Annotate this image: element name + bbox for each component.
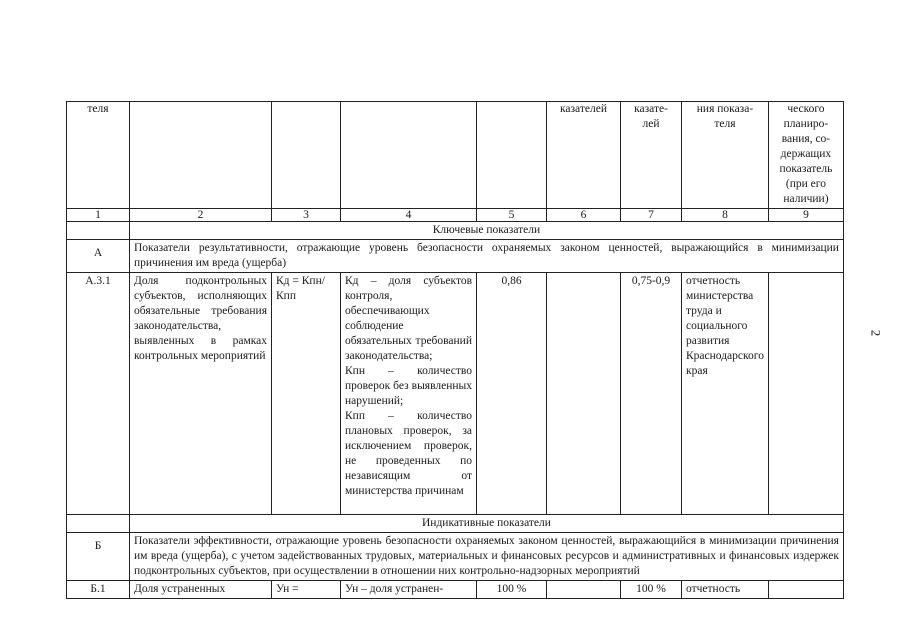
row-a31-target: 0,75-0,9 bbox=[621, 273, 682, 515]
row-b1 bbox=[67, 581, 844, 599]
row-a31-col9 bbox=[768, 273, 843, 515]
column-number: 5 bbox=[477, 209, 547, 222]
row-a31-code: А.3.1 bbox=[67, 273, 130, 515]
group-a-text: Показатели результативности, отражающие уровень безопасности охраняемых законом ценностей, выражающийся в минимизации причинения им вреда (ущерба) bbox=[130, 240, 844, 273]
header-cell-7: казате- лей bbox=[621, 102, 682, 209]
header-cell-9: ческого планиро- вания, со- держащих показатель (при его наличии) bbox=[768, 102, 843, 209]
column-number: 7 bbox=[621, 209, 682, 222]
column-number: 2 bbox=[130, 209, 272, 222]
header-cell-8: ния показа- теля bbox=[682, 102, 769, 209]
row-a31-col6 bbox=[547, 273, 621, 515]
row-b1-comment: Ун – доля устранен- bbox=[341, 581, 477, 599]
row-b1-col6 bbox=[547, 581, 621, 599]
header-cell-6: казателей bbox=[547, 102, 621, 209]
header-row bbox=[67, 102, 844, 209]
row-a31 bbox=[67, 273, 844, 515]
row-b1-name: Доля устраненных bbox=[130, 581, 272, 599]
group-a-row bbox=[67, 240, 844, 273]
group-b-code: Б bbox=[67, 533, 130, 581]
row-b1-col9 bbox=[768, 581, 843, 599]
header-cell-1: теля bbox=[67, 102, 130, 209]
row-b1-value: 100 % bbox=[477, 581, 547, 599]
section-indicative-title: Индикативные показатели bbox=[130, 515, 844, 533]
column-numbers-row bbox=[67, 209, 844, 222]
header-cell-3 bbox=[272, 102, 341, 209]
group-b-text: Показатели эффективности, отражающие уровень безопасности охраняемых законом ценностей, выражающийся в минимизации причинения им вреда (ущерба), с учетом задействованных трудовых, материальных и финансовых ресурсов и административных и финансовых издержек подконтрольных субъектов, при осуществлении в отношении них контрольно-надзорных мероприятий bbox=[130, 533, 844, 581]
column-number: 9 bbox=[768, 209, 843, 222]
column-number: 1 bbox=[67, 209, 130, 222]
row-a31-source: отчетность министерства труда и социального развития Краснодарского края bbox=[682, 273, 769, 515]
column-number: 6 bbox=[547, 209, 621, 222]
row-a31-comment: Кд – доля субъектов контроля, обеспечивающих соблюдение обязательных требований законодательства; Кпн – количество проверок без выявленных нарушений; Кпп – количество плановых проверок, за исключением проверок, не проведенных по независящим от министерства причинам bbox=[341, 273, 477, 515]
indicators-table bbox=[66, 101, 844, 599]
row-a31-value: 0,86 bbox=[477, 273, 547, 515]
section-spacer bbox=[67, 515, 130, 533]
section-key-row bbox=[67, 222, 844, 240]
section-key-title: Ключевые показатели bbox=[130, 222, 844, 240]
row-b1-source: отчетность bbox=[682, 581, 769, 599]
header-cell-2 bbox=[130, 102, 272, 209]
column-number: 8 bbox=[682, 209, 769, 222]
group-b-row bbox=[67, 533, 844, 581]
header-cell-5 bbox=[477, 102, 547, 209]
row-a31-formula: Кд = Кпн/Кпп bbox=[272, 273, 341, 515]
section-indicative-row bbox=[67, 515, 844, 533]
row-a31-name: Доля подконтрольных субъектов, исполняющих обязательные требования законодательства, выявленных в рамках контрольных мероприятий bbox=[130, 273, 272, 515]
column-number: 3 bbox=[272, 209, 341, 222]
page-number: 2 bbox=[868, 329, 884, 337]
row-b1-target: 100 % bbox=[621, 581, 682, 599]
section-spacer bbox=[67, 222, 130, 240]
row-b1-formula: Ун = bbox=[272, 581, 341, 599]
group-a-code: А bbox=[67, 240, 130, 273]
column-number: 4 bbox=[341, 209, 477, 222]
row-b1-code: Б.1 bbox=[67, 581, 130, 599]
header-cell-4 bbox=[341, 102, 477, 209]
